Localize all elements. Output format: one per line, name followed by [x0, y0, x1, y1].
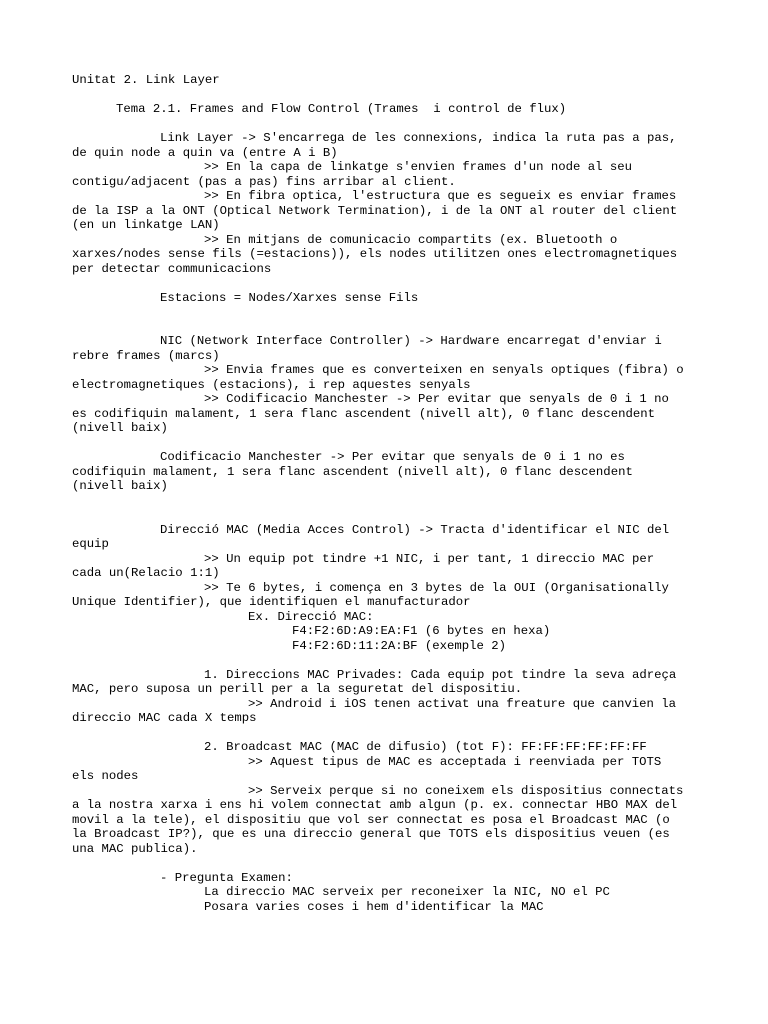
text-line: Ex. Direcció MAC: — [248, 609, 374, 624]
exam-section — [72, 871, 704, 915]
text-line: electromagnetiques (estacions), i rep aquestes senyals — [72, 377, 471, 392]
text-line: Link Layer -> S'encarrega de les connexions, indica la ruta pas a pas, — [160, 131, 677, 145]
text-line: MAC, pero suposa un perill per a la seguretat del dispositiu. — [72, 682, 523, 696]
manchester-section — [72, 450, 704, 494]
spacer — [72, 508, 704, 523]
text-line: els nodes — [72, 769, 139, 783]
private-mac-section — [72, 668, 704, 726]
text-line: (nivell baix) — [72, 421, 168, 435]
text-line: 1. Direccions MAC Privades: Cada equip pot tindre la seva adreça — [204, 667, 677, 682]
spacer — [72, 856, 704, 871]
spacer — [72, 726, 704, 741]
text-line: >> Te 6 bytes, i comença en 3 bytes de la OUI (Organisationally — [204, 580, 669, 595]
text-line: Direcció MAC (Media Acces Control) -> Tracta d'identificar el NIC del — [160, 522, 670, 537]
text-line: >> En fibra optica, l'estructura que es segueix es enviar frames — [204, 189, 677, 203]
text-line: - Pregunta Examen: — [160, 870, 293, 885]
document-subtitle: Tema 2.1. Frames and Flow Control (Trames i control de flux) — [116, 102, 567, 116]
mac-example: F4:F2:6D:11:2A:BF (exemple 2) — [292, 638, 507, 653]
text-line: direccio MAC cada X temps — [72, 711, 257, 725]
broadcast-mac-section — [72, 740, 704, 856]
spacer — [72, 276, 704, 291]
text-line: >> Android i iOS tenen activat una freature que canvien la — [248, 696, 677, 711]
document-body — [72, 73, 704, 914]
text-line: es codifiquin malament, 1 sera flanc ascendent (nivell alt), 0 flanc descendent — [72, 406, 655, 421]
text-line: >> Aquest tipus de MAC es acceptada i reenviada per TOTS — [248, 754, 662, 769]
text-line: de la ISP a la ONT (Optical Network Termination), i de la ONT al router del client — [72, 203, 678, 218]
spacer — [72, 653, 704, 668]
text-line: >> Un equip pot tindre +1 NIC, i per tant, 1 direccio MAC per — [204, 551, 655, 566]
text-line: de quin node a quin va (entre A i B) — [72, 145, 338, 160]
text-line: Codificacio Manchester -> Per evitar que senyals de 0 i 1 no es — [160, 450, 625, 464]
text-line: xarxes/nodes sense fils (=estacions)), els nodes utilitzen ones electromagnetiques — [72, 247, 678, 261]
text-line: >> Serveix perque si no coneixem els dispositius connectats — [248, 783, 684, 798]
text-line: Unique Identifier), que identifiquen el manufacturador — [72, 595, 471, 609]
spacer — [72, 494, 704, 509]
text-line: la Broadcast IP?), que es una direccio general que TOTS els dispositius veuen (es — [72, 827, 670, 841]
text-line: 2. Broadcast MAC (MAC de difusio) (tot F): FF:FF:FF:FF:FF:FF — [204, 740, 647, 754]
mac-example: F4:F2:6D:A9:EA:F1 (6 bytes en hexa) — [292, 624, 551, 638]
text-line: equip — [72, 537, 109, 551]
document-title: Unitat 2. Link Layer — [72, 73, 220, 87]
nic-section — [72, 334, 704, 436]
text-line: La direccio MAC serveix per reconeixer la NIC, NO el PC — [204, 885, 610, 899]
spacer — [72, 117, 704, 132]
text-line: (en un linkatge LAN) — [72, 218, 220, 232]
text-line: rebre frames (marcs) — [72, 348, 220, 363]
link-layer-section — [72, 131, 704, 276]
spacer — [72, 320, 704, 335]
text-line: >> En mitjans de comunicacio compartits (ex. Bluetooth o — [204, 232, 618, 247]
text-line: una MAC publica). — [72, 841, 198, 856]
text-line: (nivell baix) — [72, 479, 168, 493]
text-line: NIC (Network Interface Controller) -> Hardware encarregat d'enviar i — [160, 334, 662, 348]
text-line: >> En la capa de linkatge s'envien frames d'un node al seu — [204, 160, 633, 174]
mac-section — [72, 523, 704, 654]
text-line: contigu/adjacent (pas a pas) fins arribar al client. — [72, 174, 456, 189]
text-line: Posara varies coses i hem d'identificar la MAC — [204, 899, 544, 914]
text-line: per detectar communicacions — [72, 261, 272, 276]
text-line: cada un(Relacio 1:1) — [72, 566, 220, 580]
spacer — [72, 305, 704, 320]
text-line: >> Codificacio Manchester -> Per evitar que senyals de 0 i 1 no — [204, 392, 669, 406]
text-line: movil a la tele), el dispositiu que vol ser connectat es posa el Broadcast MAC (o — [72, 812, 670, 827]
spacer — [72, 436, 704, 451]
text-line: a la nostra xarxa i ens hi volem connectat amb algun (p. ex. connectar HBO MAX del — [72, 798, 678, 812]
stations-definition: Estacions = Nodes/Xarxes sense Fils — [160, 290, 419, 305]
text-line: codifiquin malament, 1 sera flanc ascendent (nivell alt), 0 flanc descendent — [72, 464, 633, 479]
spacer — [72, 88, 704, 103]
text-line: >> Envia frames que es converteixen en senyals optiques (fibra) o — [204, 363, 684, 377]
